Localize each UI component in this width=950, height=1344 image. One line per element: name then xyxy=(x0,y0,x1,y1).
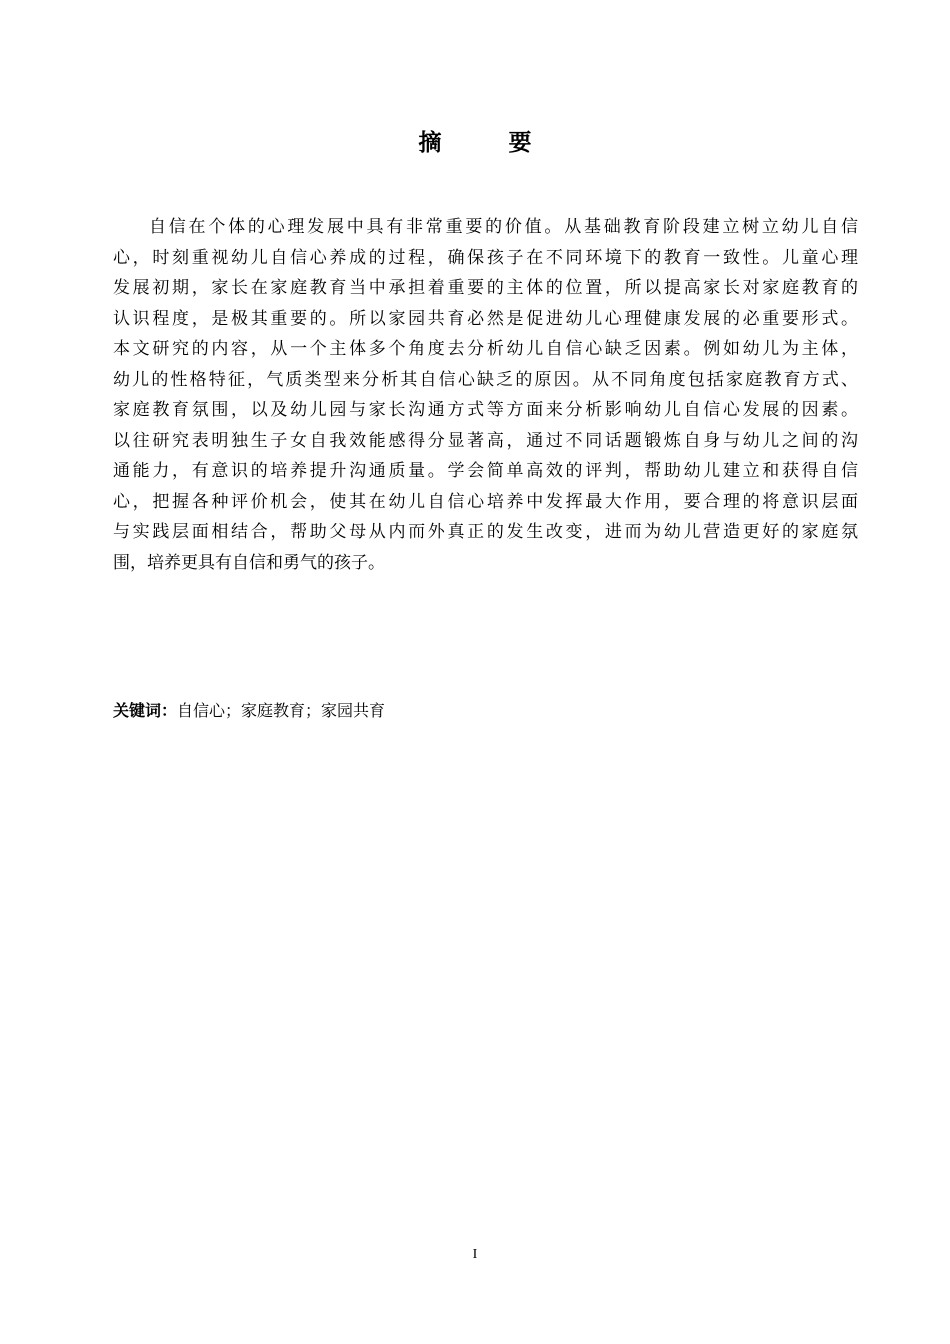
keywords-value: 自信心；家庭教育；家园共育 xyxy=(177,701,386,720)
abstract-line: 与实践层面相结合，帮助父母从内而外真正的发生改变，进而为幼儿营造更好的家庭氛 xyxy=(113,522,858,542)
abstract-line: 本文研究的内容，从一个主体多个角度去分析幼儿自信心缺乏因素。例如幼儿为主体， xyxy=(113,339,858,359)
abstract-line: 通能力，有意识的培养提升沟通质量。学会简单高效的评判，帮助幼儿建立和获得自信 xyxy=(113,461,858,481)
abstract-line: 以往研究表明独生子女自我效能感得分显著高，通过不同话题锻炼自身与幼儿之间的沟 xyxy=(113,430,858,451)
abstract-line: 自信在个体的心理发展中具有非常重要的价值。从基础教育阶段建立树立幼儿自信 xyxy=(149,217,858,237)
abstract-line: 围，培养更具有自信和勇气的孩子。 xyxy=(113,552,385,573)
abstract-line: 家庭教育氛围，以及幼儿园与家长沟通方式等方面来分析影响幼儿自信心发展的因素。 xyxy=(113,400,858,420)
abstract-line: 幼儿的性格特征，气质类型来分析其自信心缺乏的原因。从不同角度包括家庭教育方式、 xyxy=(113,369,858,390)
abstract-line: 心，时刻重视幼儿自信心养成的过程，确保孩子在不同环境下的教育一致性。儿童心理 xyxy=(113,247,858,268)
abstract-title: 摘 要 xyxy=(418,130,554,156)
keywords-label: 关键词： xyxy=(113,701,178,720)
keywords-line xyxy=(113,697,385,725)
abstract-line: 认识程度，是极其重要的。所以家园共育必然是促进幼儿心理健康发展的必重要形式。 xyxy=(113,308,858,329)
abstract-line: 心，把握各种评价机会，使其在幼儿自信心培养中发挥最大作用，要合理的将意识层面 xyxy=(113,491,858,512)
abstract-line: 发展初期，家长在家庭教育当中承担着重要的主体的位置，所以提高家长对家庭教育的 xyxy=(113,278,858,298)
abstract-body xyxy=(113,212,858,578)
page-number: I xyxy=(472,1247,478,1262)
